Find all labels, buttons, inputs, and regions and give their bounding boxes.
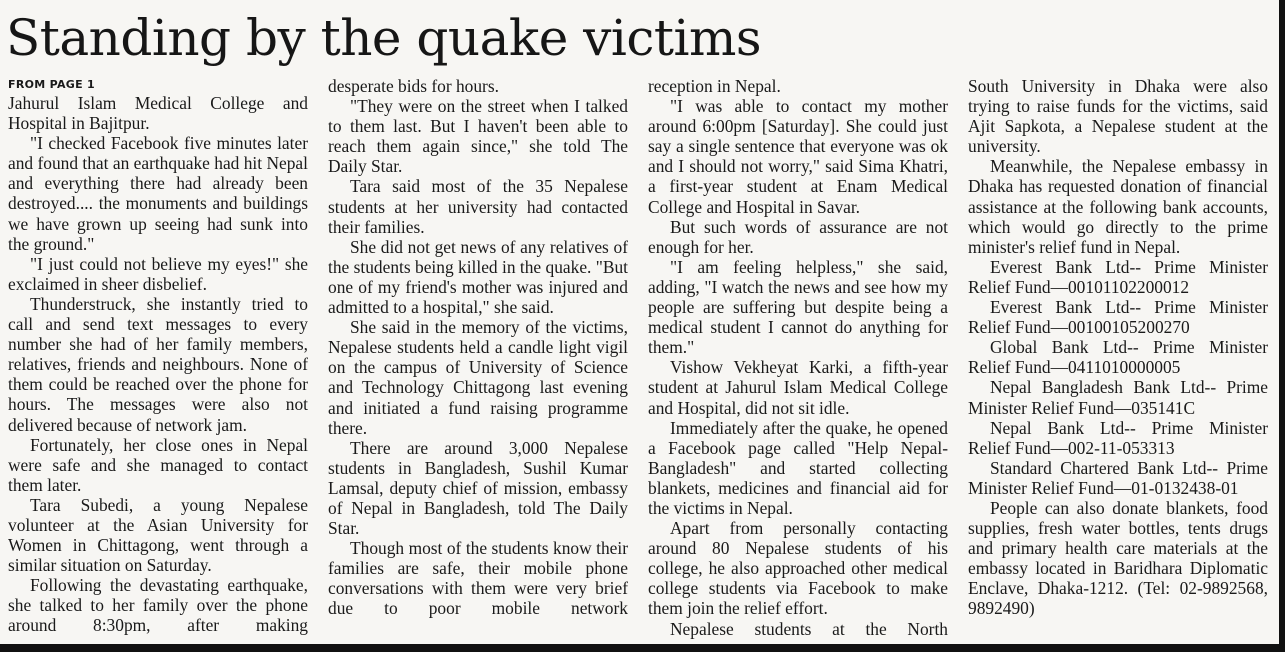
paragraph: People can also donate blankets, food supplies, fresh water bottles, tents drugs and primary health care materials at the embassy located in Baridhara Diplomatic Enclave, Dhaka-1212. (Tel: 02-9892568, 9892490) (968, 497, 1268, 619)
paragraph: Immediately after the quake, he opened a Facebook page called "Help Nepal- Bangladesh" and started collecting blankets, medicines and financial aid for the victims in Nepal. (648, 417, 948, 518)
bank-account-entry: Standard Chartered Bank Ltd-- Prime Minister Relief Fund—01-0132438-01 (968, 457, 1268, 498)
article-column-3 (648, 76, 948, 644)
paragraph: "They were on the street when I talked to them last. But I haven't been able to reach them again since," she told The Daily Star. (328, 96, 628, 177)
paragraph: She said in the memory of the victims, Nepalese students held a candle light vigil on the campus of University of Science and Technology Chittagong last evening and initiated a fund raising programme there. (328, 317, 628, 438)
paragraph: But such words of assurance are not enough for her. (648, 216, 948, 257)
paragraph: There are around 3,000 Nepalese students in Bangladesh, Sushil Kumar Lamsal, deputy chief of mission, embassy of Nepal in Bangladesh, told The Daily Star. (328, 437, 628, 539)
headline: Standing by the quake victims (6, 9, 762, 67)
paragraph: South University in Dhaka were also trying to raise funds for the victims, said Ajit Sapkota, a Nepalese student at the university. (968, 76, 1268, 157)
paragraph: Jahurul Islam Medical College and Hospital in Bajitpur. (8, 93, 308, 134)
paragraph: "I was able to contact my mother around 6:00pm [Saturday]. She could just say a single sentence that everyone was ok and I should not worry," said Sima Khatri, a first-year student at Enam Medical College and Hospital in Savar. (648, 96, 948, 217)
bank-account-entry: Global Bank Ltd-- Prime Minister Relief Fund—0411010000005 (968, 337, 1268, 378)
paragraph: desperate bids for hours. (328, 76, 499, 96)
paragraph: "I am feeling helpless," she said, adding, "I watch the news and see how my people are suffering but despite being a medical student I cannot do anything for them." (648, 256, 948, 358)
paragraph: Tara said most of the 35 Nepalese students at her university had contacted their families. (328, 176, 628, 237)
paragraph: reception in Nepal. (648, 76, 781, 96)
article-column-1 (8, 76, 308, 644)
bank-account-entry: Everest Bank Ltd-- Prime Minister Relief Fund—00100105200270 (968, 297, 1268, 338)
paragraph: Following the devastating earthquake, she talked to her family over the phone around 8:30pm, after making (8, 575, 308, 636)
paragraph: Vishow Vekheyat Karki, a fifth-year student at Jahurul Islam Medical College and Hospital, did not sit idle. (648, 357, 948, 418)
article-column-2 (328, 76, 628, 644)
page-border-bottom (0, 644, 1285, 652)
paragraph: Fortunately, her close ones in Nepal were safe and she managed to contact them later. (8, 434, 308, 495)
paragraph: Though most of the students know their families are safe, their mobile phone conversations with them were very brief due to poor mobile network (328, 538, 628, 619)
bank-account-entry: Nepal Bangladesh Bank Ltd-- Prime Minister Relief Fund—035141C (968, 377, 1268, 418)
paragraph: Nepalese students at the North (670, 618, 948, 639)
paragraph: "I just could not believe my eyes!" she exclaimed in sheer disbelief. (8, 253, 308, 294)
continuation-kicker: FROM PAGE 1 (8, 78, 96, 91)
paragraph: Tara Subedi, a young Nepalese volunteer at the Asian University for Women in Chittagong, went through a similar situation on Saturday. (8, 494, 308, 576)
article-column-4 (968, 76, 1268, 644)
page-border-right (1279, 0, 1285, 652)
paragraph: "I checked Facebook five minutes later and found that an earthquake had hit Nepal and everything there had already been destroyed.... the monuments and buildings we have grown up seeing had sunk into the ground." (8, 133, 308, 254)
paragraph: Thunderstruck, she instantly tried to call and send text messages to every number she had of her family members, relatives, friends and neighbours. None of them could be reached over the phone for hours. The messages were also not delivered because of network jam. (8, 293, 308, 435)
bank-account-entry: Nepal Bank Ltd-- Prime Minister Relief Fund—002-11-053313 (968, 417, 1268, 458)
paragraph: Meanwhile, the Nepalese embassy in Dhaka has requested donation of financial assistance at the following bank accounts, which would go directly to the prime minister's relief fund in Nepal. (968, 156, 1268, 257)
paragraph: She did not get news of any relatives of the students being killed in the quake. "But one of my friend's mother was injured and admitted to a hospital," she said. (328, 236, 628, 318)
paragraph: Apart from personally contacting around 80 Nepalese students of his college, he also approached other medical college students via Facebook to make them join the relief effort. (648, 518, 948, 619)
bank-account-entry: Everest Bank Ltd-- Prime Minister Relief Fund—00101102200012 (968, 256, 1268, 297)
